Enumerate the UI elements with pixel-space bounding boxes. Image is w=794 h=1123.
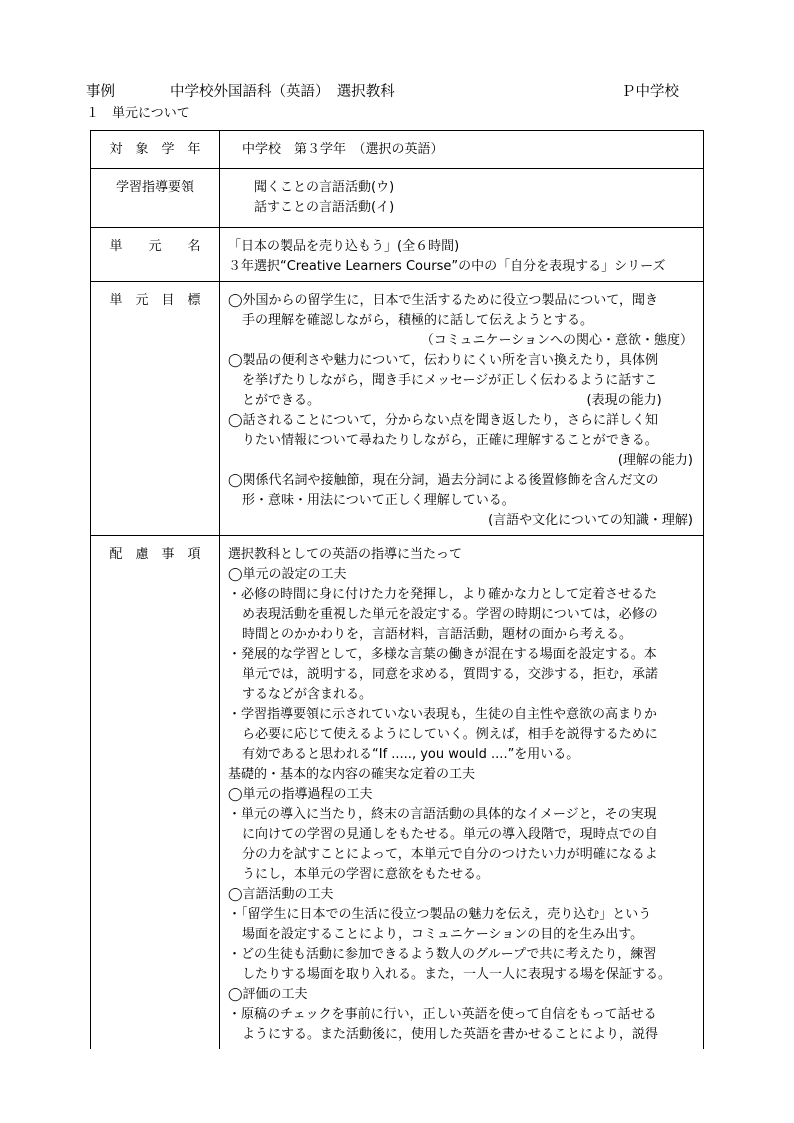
consideration-line: 選択教科としての英語の指導に当たって [228, 547, 463, 562]
consideration-line: ・単元の導入に当たり，終末の言語活動の具体的なイメージと，その実現 [228, 807, 657, 822]
row-considerations [91, 536, 704, 1050]
row-unit-goals [91, 282, 704, 536]
goal-evaluation: (言語や文化についての知識・理解) [488, 513, 693, 528]
goal-evaluation: (理解の能力) [617, 453, 693, 468]
goal-evaluation: （コミュニケーションへの関心・意欲・態度） [420, 333, 693, 348]
consideration-line: 時間とのかかわりを，言語材料，言語活動，題材の面から考える。 [242, 627, 633, 642]
consideration-line: 場面を設定することにより，コミュニケーションの目的を生み出す。 [242, 927, 644, 942]
goal-line: 形・意味・用法について正しく理解している。 [242, 493, 515, 508]
row-label: 単 元 名 [109, 239, 201, 254]
row-text: 「日本の製品を売り込もう」(全６時間) [228, 239, 460, 254]
row-label: 学習指導要領 [115, 180, 194, 195]
consideration-line: ◯言語活動の工夫 [228, 887, 334, 902]
goal-line: ◯話されることについて，分からない点を聞き返したり，さらに詳しく知 [228, 413, 659, 428]
consideration-line: 単元では，説明する，同意を求める，質問する，交渉する，拒む，承諾 [242, 667, 659, 682]
unit-plan-table [90, 130, 704, 1049]
consideration-line: ・必修の時間に身に付けた力を発揮し，より確かな力として定着させるた [228, 587, 658, 602]
row-label: 対 象 学 年 [109, 142, 201, 157]
consideration-line: ・学習指導要領に示されていない表現も，生徒の自主性や意欲の高まりか [228, 707, 658, 722]
consideration-line: ・「留学生に日本での生活に役立つ製品の魅力を伝え，売り込む」という [228, 907, 652, 922]
consideration-line: ◯単元の設定の工夫 [228, 567, 347, 582]
goal-line: を挙げたりしながら，聞き手にメッセージが正しく伝わるように話すこ [242, 373, 658, 388]
row-label: 単 元 目 標 [109, 293, 201, 308]
row-text: 聞くことの言語活動(ウ) [254, 180, 395, 195]
school-name: Ｐ中学校 [621, 84, 679, 100]
row-text: 話すことの言語活動(イ) [254, 200, 395, 215]
consideration-line: 基礎的・基本的な内容の確実な定着の工夫 [228, 767, 476, 782]
section-heading: １ 単元について [86, 106, 190, 121]
consideration-line: め表現活動を重視した単元を設定する。学習の時期については，必修の [242, 607, 658, 622]
case-label: 事例 [86, 84, 115, 100]
document-title: 中学校外国語科（英語） 選択教科 [170, 84, 395, 100]
consideration-line: ようにする。また活動後に，使用した英語を書かせることにより，説得 [242, 1027, 659, 1042]
document-header [86, 80, 686, 100]
consideration-line: 分の力を試すことによって，本単元で自分のつけたい力が明確になるよ [242, 847, 658, 862]
consideration-line: に向けての学習の見通しをもたせる。単元の導入段階で，現時点での自 [242, 827, 658, 842]
goal-line: ◯外国からの留学生に，日本で生活するために役立つ製品について，聞き [228, 293, 659, 308]
consideration-line: ・どの生徒も活動に参加できるよう数人のグループで共に考えたり，練習 [228, 947, 657, 962]
row-text: ３年選択“Creative Learners Course”の中の「自分を表現する」シリーズ [228, 259, 666, 274]
goal-line: りたい情報について尋ねたりしながら，正確に理解することができる。 [242, 433, 658, 448]
consideration-line: ら必要に応じて使えるようにしていく。例えば，相手を説得するために [242, 727, 658, 742]
consideration-line: ・発展的な学習として，多様な言葉の働きが混在する場面を設定する。本 [228, 647, 657, 662]
consideration-line: ◯単元の指導過程の工夫 [228, 787, 373, 802]
row-text: 中学校 第３学年 （選択の英語） [242, 142, 444, 157]
row-guideline [91, 169, 704, 228]
consideration-line: するなどが含まれる。 [242, 687, 373, 702]
row-label: 配 慮 事 項 [109, 547, 201, 562]
consideration-line: 有効であると思われる“If ....., you would ....”を用いる。 [242, 747, 580, 762]
goal-line: ◯製品の便利さや魅力について，伝わりにくい所を言い換えたり，具体例 [228, 353, 659, 368]
goal-line: ◯関係代名詞や接触節，現在分詞，過去分詞による後置修飾を含んだ文の [228, 473, 659, 488]
row-unit-name [91, 228, 704, 282]
row-target-grade [91, 131, 704, 169]
consideration-line: ◯評価の工夫 [228, 987, 308, 1002]
goal-line: 手の理解を確認しながら，積極的に話して伝えようとする。 [242, 313, 594, 328]
consideration-line: したりする場面を取り入れる。また，一人一人に表現する場を保証する。 [242, 967, 672, 982]
consideration-line: うにし，本単元の学習に意欲をもたせる。 [242, 867, 490, 882]
consideration-line: ・原稿のチェックを事前に行い，正しい英語を使って自信をもって話せる [228, 1007, 657, 1022]
goal-line: とができる。 (表現の能力) [242, 393, 662, 408]
